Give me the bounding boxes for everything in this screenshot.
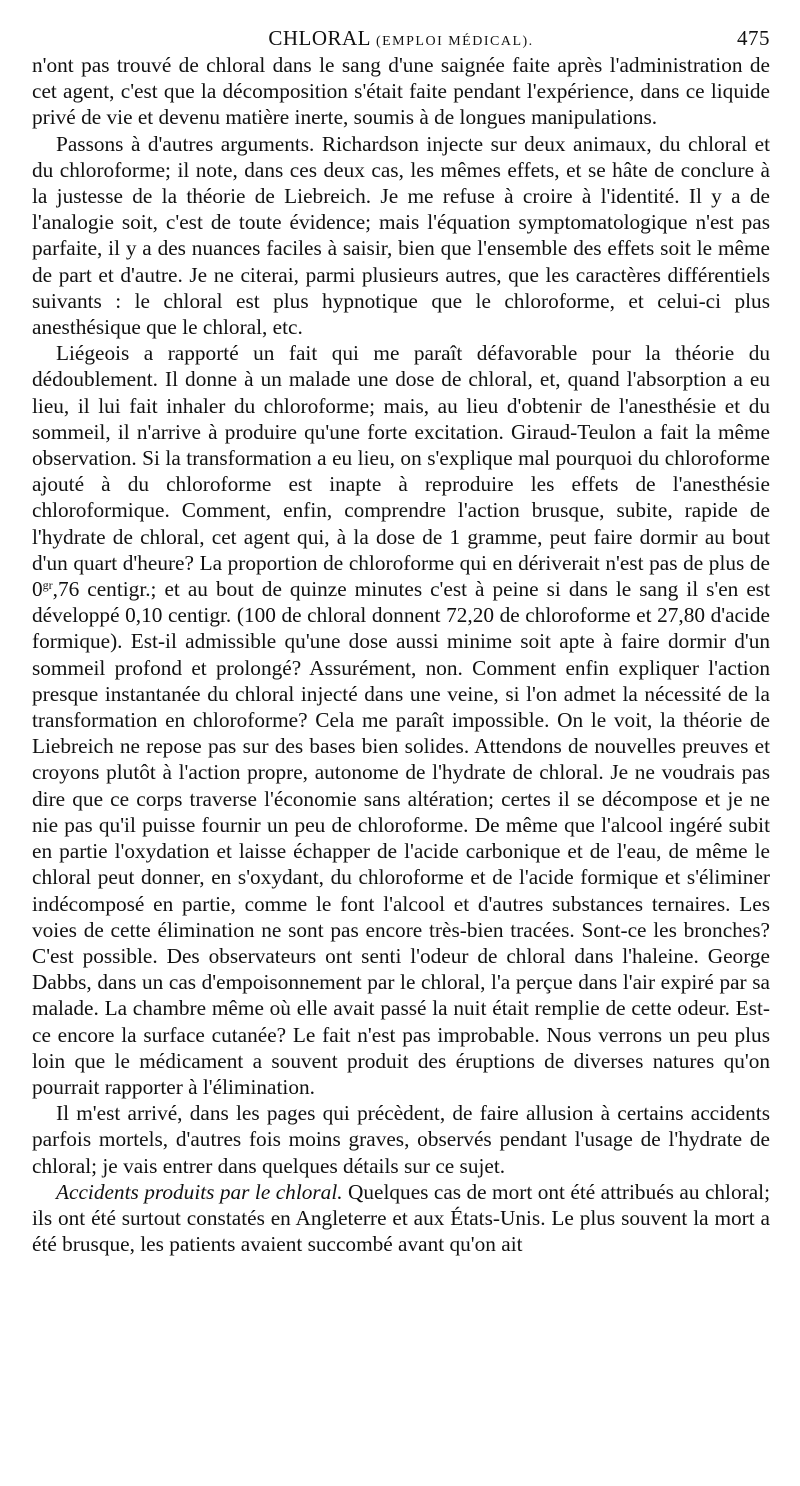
paragraph-accidents-text: Quelques cas de mort ont été attribués au chloral; ils ont été surtout constatés en Angleterre et aux États-Unis. Le plus souvent la mort a été brusque, les patients avaient succombé avant qu'on ait xyxy=(32,1179,770,1257)
paragraph-liegeois-text-a: Liégeois a rapporté un fait qui me paraît défavorable pour la théorie du dédoublement. Il donne à un malade une dose de chloral, et, quand l'absorption a eu lieu, il lui fait inhaler du chloroforme; mais, au lieu d'obtenir de l'anesthésie et du sommeil, il n'arrive à produire qu'une forte excitation. Giraud-Teulon a fait la même observation. Si la transformation a eu lieu, on s'explique mal pourquoi du chloroforme ajouté à du chloroforme est inapte à reproduire les effets de l'anesthésie chloroformique. Comment, enfin, comprendre l'action brusque, subite, rapide de l'hydrate de chloral, cet agent qui, à la dose de 1 gramme, peut faire dormir au bout d'un quart d'heure? La proportion de chloroforme qui en dériverait n'est pas de plus de 0 xyxy=(32,341,770,602)
unit-superscript: gr xyxy=(42,578,53,593)
paragraph-accidents-intro: Il m'est arrivé, dans les pages qui précèdent, de faire allusion à certains accidents parfois mortels, d'autres fois moins graves, observés pendant l'usage de l'hydrate de chloral; je vais entrer dans quelques détails sur ce sujet. xyxy=(32,1101,770,1178)
paragraph-liegeois-text-b: ,76 centigr.; et au bout de quinze minutes c'est à peine si dans le sang il s'en est développé 0,10 centigr. (100 de chloral donnent 72,20 de chloroforme et 27,80 d'acide formique). Est-il admissible qu'une dose aussi minime soit apte à faire dormir d'un sommeil profond et prolongé? Assurément, non. Comment enfin expliquer l'action presque instantanée du chloral injecté dans une veine, si l'on admet la nécessité de la transformation en chloroforme? Cela me paraît impossible. On le voit, la théorie de Liebreich ne repose pas sur des bases bien solides. Attendons de nouvelles preuves et croyons plutôt à l'action propre, autonome de l'hydrate de chloral. Je ne voudrais pas dire que ce corps traverse l'économie sans altération; certes il se décompose et je ne nie pas qu'il puisse fournir un peu de chloroforme. De même que l'alcool ingéré subit en partie l'oxydation et laisse échapper de l'acide carbonique et de l'eau, de même le chloral peut donner, en s'oxydant, du chloroforme et de l'acide formique et s'éliminer indécomposé en partie, comme le font l'alcool et d'autres substances ternaires. Les voies de cette élimination ne sont pas encore très-bien tracées. Sont-ce les bronches? C'est possible. Des observateurs ont senti l'odeur de chloral dans l'haleine. George Dabbs, dans un cas d'empoisonnement par le chloral, l'a perçue dans l'air expiré par sa malade. La chambre même où elle avait passé la nuit était remplie de cette odeur. Est-ce encore la surface cutanée? Le fait n'est pas improbable. Nous verrons un peu plus loin que le médicament a souvent produit des éruptions de diverses natures qu'on pourrait rapporter à l'élimination. xyxy=(32,577,770,1099)
running-title-sub: (EMPLOI MÉDICAL). xyxy=(375,34,534,49)
section-italic-heading: Accidents produits par le chloral. xyxy=(56,1179,343,1204)
book-page xyxy=(32,18,770,1257)
running-title-main: CHLORAL xyxy=(268,26,371,50)
page-number: 475 xyxy=(737,26,770,50)
paragraph-liegeois xyxy=(32,340,770,1100)
running-title xyxy=(32,26,770,51)
paragraph-richardson: Passons à d'autres arguments. Richardson injecte sur deux animaux, du chloral et du chloroforme; il note, dans ces deux cas, les mêmes effets, et se hâte de conclure à la justesse de la théorie de Liebreich. Je me refuse à croire à l'identité. Il y a de l'analogie soit, c'est de toute évidence; mais l'équation symptomatologique n'est pas parfaite, il y a des nuances faciles à saisir, bien que l'ensemble des effets soit le même de part et d'autre. Je ne citerai, parmi plusieurs autres, que les caractères différentiels suivants : le chloral est plus hypnotique que le chloroforme, et celui-ci plus anesthésique que le chloral, etc. xyxy=(32,131,770,340)
paragraph-accidents xyxy=(32,1179,770,1258)
body-text xyxy=(32,52,770,1257)
paragraph-continuation: n'ont pas trouvé de chloral dans le sang d'une saignée faite après l'administration de cet agent, c'est que la décomposition s'était faite pendant l'expérience, dans ce liquide privé de vie et devenu matière inerte, soumis à de longues manipulations. xyxy=(32,53,770,130)
running-head xyxy=(32,18,770,52)
